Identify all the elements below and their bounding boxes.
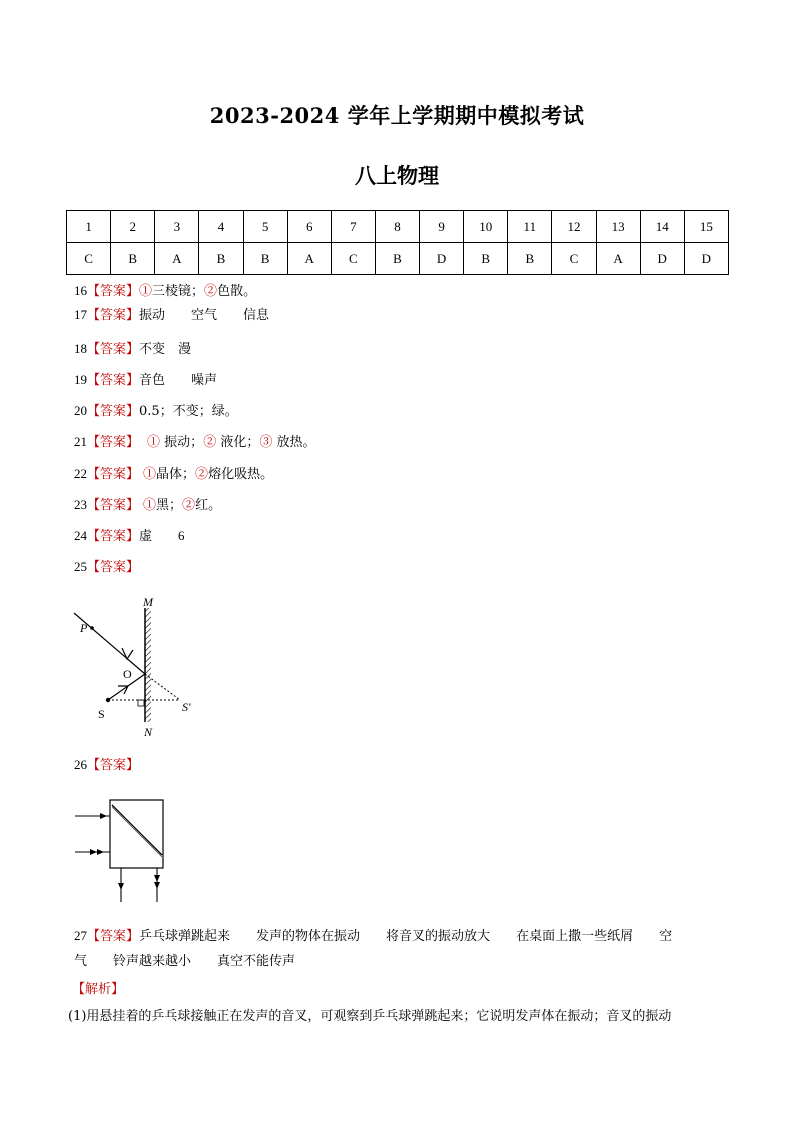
answer-choice: B <box>111 243 155 275</box>
answer-label: 【答案】 <box>87 404 140 419</box>
circled-marker: ② <box>203 435 217 450</box>
answer-text: 铃声越来越小 <box>113 954 192 969</box>
reflected-ray-arrow <box>122 648 133 659</box>
answer-label: 【答案】 <box>87 498 140 513</box>
answer-choice: B <box>508 243 552 275</box>
answer-choice: B <box>375 243 419 275</box>
question-number: 1 <box>67 211 111 243</box>
answer-number: 21 <box>74 434 87 449</box>
answer-choice: D <box>640 243 684 275</box>
answer-text: 振动 <box>139 308 166 323</box>
answer-choice: B <box>243 243 287 275</box>
answer-label: 【答案】 <box>87 529 140 544</box>
answer-choice: D <box>684 243 728 275</box>
answer-number: 27 <box>74 928 87 943</box>
answer-text: 将音叉的振动放大 <box>386 929 491 944</box>
arrowhead <box>100 813 107 819</box>
question-number: 12 <box>552 211 596 243</box>
point-p <box>90 626 94 630</box>
answer-text: 放热。 <box>276 435 316 450</box>
answer-text: 真空不能传声 <box>217 954 296 969</box>
answer-text: 在桌面上撒一些纸屑 <box>516 929 634 944</box>
arrowhead <box>90 849 97 855</box>
answer-choice: A <box>596 243 640 275</box>
answer-choice: A <box>287 243 331 275</box>
circled-marker: ① <box>143 498 157 513</box>
answer-text: 振动； <box>164 435 204 450</box>
answer-27 <box>74 927 672 946</box>
answer-text: 漫 <box>178 342 192 357</box>
circled-marker: ① <box>143 467 157 482</box>
question-number: 2 <box>111 211 155 243</box>
answer-26 <box>74 756 139 775</box>
answer-number: 23 <box>74 497 87 512</box>
answer-25 <box>74 558 139 577</box>
answer-text: 6 <box>178 528 185 543</box>
answer-label: 【答案】 <box>87 467 140 482</box>
answer-text: 空气 <box>191 308 218 323</box>
question-number: 10 <box>464 211 508 243</box>
answer-label: 【答案】 <box>87 560 140 575</box>
page-title: 2023-2024 学年上学期期中模拟考试 <box>209 103 585 128</box>
answer-16 <box>74 282 256 301</box>
answer-label: 【答案】 <box>87 342 140 357</box>
answer-18 <box>74 340 191 359</box>
circled-marker: ③ <box>259 435 273 450</box>
answer-24 <box>74 527 185 546</box>
answer-text: 不变 <box>139 342 166 357</box>
question-number: 7 <box>331 211 375 243</box>
answer-text: 发声的物体在振动 <box>256 929 361 944</box>
answer-choice: C <box>67 243 111 275</box>
mirror-line <box>112 805 162 855</box>
answer-19 <box>74 371 217 390</box>
answer-label: 【答案】 <box>87 435 140 450</box>
answer-number: 26 <box>74 757 87 772</box>
question-number: 6 <box>287 211 331 243</box>
circled-marker: ② <box>195 467 209 482</box>
answer-number: 25 <box>74 559 87 574</box>
answer-label: 【答案】 <box>87 758 140 773</box>
answer-text: 空 <box>659 929 673 944</box>
arrowhead <box>154 882 160 889</box>
answer-key-table <box>66 210 729 275</box>
arrowhead <box>118 883 124 890</box>
answer-23 <box>74 496 221 515</box>
label-s: S <box>98 707 105 721</box>
answer-text: 音色 <box>139 373 166 388</box>
answer-22 <box>74 465 273 484</box>
answer-number: 22 <box>74 466 87 481</box>
label-o: O <box>123 667 132 681</box>
arrowhead <box>97 849 104 855</box>
question-number: 15 <box>684 211 728 243</box>
answer-label: 【答案】 <box>87 308 140 323</box>
answer-label: 【答案】 <box>87 929 140 944</box>
answer-text: 三棱镜； <box>152 284 205 299</box>
circled-marker: ① <box>147 435 161 450</box>
answer-label: 【答案】 <box>87 373 140 388</box>
answer-choice: C <box>552 243 596 275</box>
question-number: 13 <box>596 211 640 243</box>
answer-text: 虚 <box>139 529 153 544</box>
answer-choice: C <box>331 243 375 275</box>
explanation-label: 【解析】 <box>72 982 125 997</box>
arrowhead <box>154 875 160 882</box>
answer-17 <box>74 306 269 325</box>
answer-20 <box>74 402 238 421</box>
answer-text: 信息 <box>243 308 270 323</box>
answer-text: 熔化吸热。 <box>208 467 274 482</box>
explanation-heading <box>72 981 124 999</box>
answer-choice: B <box>199 243 243 275</box>
answer-key-numbers-row <box>67 211 729 243</box>
page-subtitle: 八上物理 <box>355 163 439 188</box>
question-number: 4 <box>199 211 243 243</box>
answer-text: 气 <box>74 954 88 969</box>
answer-text: 红。 <box>195 498 222 513</box>
answer-text: 黑； <box>156 498 183 513</box>
answer-27-continued <box>74 953 295 971</box>
answer-text: 0.5；不变；绿。 <box>139 404 238 419</box>
answer-choice: A <box>155 243 199 275</box>
label-n: N <box>144 725 153 739</box>
right-angle-mark <box>138 700 144 706</box>
answer-number: 17 <box>74 307 87 322</box>
circled-marker: ① <box>139 284 153 299</box>
point-s <box>106 698 110 702</box>
answer-label: 【答案】 <box>87 284 140 299</box>
answer-key-answers-row <box>67 243 729 275</box>
answer-number: 16 <box>74 283 87 298</box>
question-number: 14 <box>640 211 684 243</box>
answer-text: 乒乓球弹跳起来 <box>139 929 231 944</box>
answer-text: 液化； <box>220 435 260 450</box>
mirror-hatching <box>145 608 151 722</box>
answer-text: 晶体； <box>156 467 196 482</box>
answer-number: 24 <box>74 528 87 543</box>
question-number: 3 <box>155 211 199 243</box>
label-s-prime: S' <box>182 700 191 714</box>
explanation-text: (1)用悬挂着的乒乓球接触正在发声的音叉，可观察到乒乓球弹跳起来；它说明发声体在振动；音叉的振动 <box>68 1009 672 1024</box>
answer-choice: B <box>464 243 508 275</box>
question-number: 11 <box>508 211 552 243</box>
answer-number: 19 <box>74 372 87 387</box>
periscope-mirror-diagram <box>70 795 180 905</box>
label-p: P <box>80 621 88 635</box>
question-number: 5 <box>243 211 287 243</box>
label-m: M <box>143 595 153 609</box>
answer-choice: D <box>420 243 464 275</box>
question-number: 8 <box>375 211 419 243</box>
question-number: 9 <box>420 211 464 243</box>
answer-21 <box>74 433 316 452</box>
answer-number: 18 <box>74 341 87 356</box>
circled-marker: ② <box>204 284 218 299</box>
answer-number: 20 <box>74 403 87 418</box>
answer-text: 噪声 <box>191 373 218 388</box>
mirror-reflection-diagram <box>70 590 210 740</box>
circled-marker: ② <box>182 498 196 513</box>
answer-text: 色散。 <box>217 284 257 299</box>
